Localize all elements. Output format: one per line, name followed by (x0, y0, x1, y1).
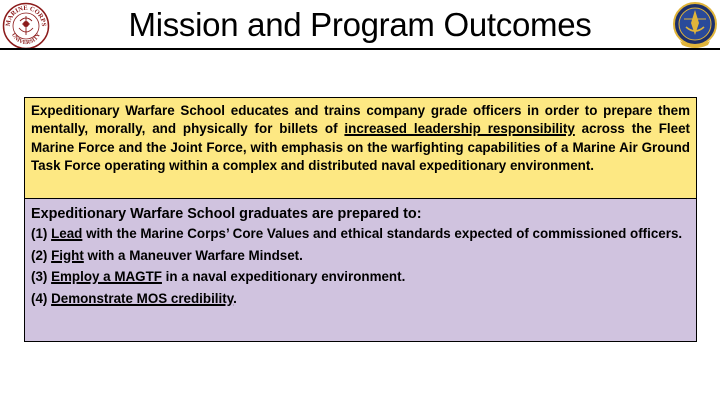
mission-text-part-1: Expeditionary Warfare School educates and trains company grade officers in order to prepare them mentally, morally, and physically for billets of (31, 103, 690, 137)
outcome-text: with the Marine Corps’ Core Values and ethical standards expected of commissioned officers. (82, 226, 683, 241)
mission-text-part-2: across the Fleet Marine Force and the Joint Force, with emphasis on the warfighting capabilities of a Marine Air Ground Task Force operating within a complex and distributed naval expeditionary environment. (31, 121, 690, 173)
outcome-text: in a naval expeditionary environment. (161, 269, 406, 284)
program-outcomes-box (24, 199, 697, 342)
outcome-number: (3) (31, 269, 52, 284)
outcome-number: (4) (31, 290, 52, 306)
outcome-text: . (233, 290, 237, 306)
outcome-keyword: Employ a MAGTF (51, 269, 162, 284)
outcome-keyword: Demonstrate MOS credibility (51, 290, 234, 306)
outcome-text: with a Maneuver Warfare Mindset. (83, 247, 303, 263)
outcome-item-1 (31, 223, 690, 245)
header-divider (0, 48, 720, 50)
slide-header (0, 0, 720, 52)
expeditionary-warfare-school-crest-icon (672, 1, 718, 49)
seal-top-text: MARINE CORPS (4, 4, 48, 27)
outcome-keyword: Lead (51, 226, 83, 241)
outcome-number: (1) (31, 226, 52, 241)
page-title: Mission and Program Outcomes (128, 6, 592, 43)
outcome-item-4 (31, 288, 690, 310)
mission-statement-box (24, 97, 697, 199)
outcome-number: (2) (31, 247, 52, 263)
outcomes-intro: Expeditionary Warfare School graduates are prepared to: (31, 206, 422, 222)
mission-emphasis: increased leadership responsibility (344, 121, 575, 137)
marine-corps-university-seal-icon (2, 2, 50, 50)
outcome-item-2 (31, 245, 690, 267)
seal-bottom-text: UNIVERSITY (9, 32, 43, 47)
outcome-keyword: Fight (51, 247, 84, 263)
outcome-item-3 (31, 266, 690, 288)
